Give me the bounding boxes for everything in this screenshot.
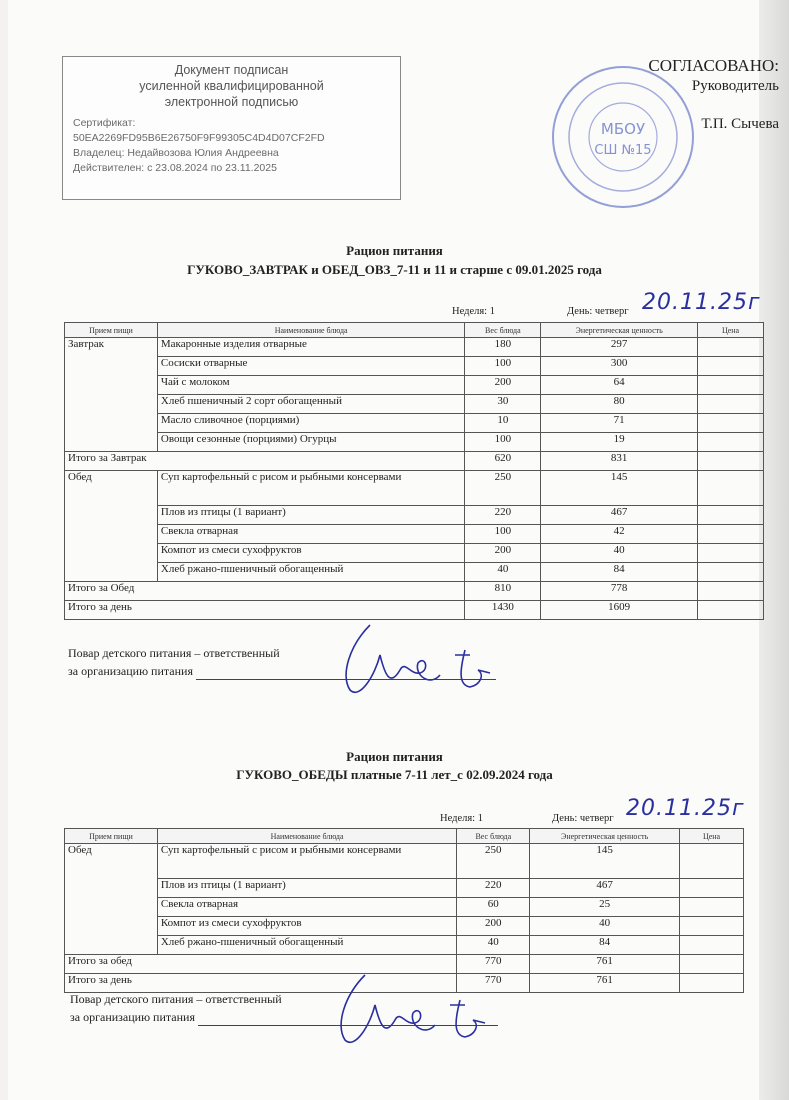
table-row: Свекла отварная 60 25 — [65, 898, 744, 917]
header-energy: Энергетическая ценность — [541, 323, 698, 338]
table-row: Завтрак Макаронные изделия отварные 180 297 — [65, 338, 764, 357]
lunch-total-row: Итого за обед 770 761 — [65, 955, 744, 974]
breakfast-total-row: Итого за Завтрак 620 831 — [65, 452, 764, 471]
cert-valid: Действителен: с 23.08.2024 по 23.11.2025 — [73, 162, 277, 174]
menu1-week: Неделя: 1 — [452, 306, 495, 317]
cert-value: 50EA2269FD95B6E26750F9F99305C4D4D07CF2FD — [73, 132, 325, 144]
stamp-top-text: МБОУ — [600, 120, 646, 138]
cert-owner: Владелец: Недайвозова Юлия Андреевна — [73, 147, 279, 159]
header-dish: Наименование блюда — [157, 323, 465, 338]
approval-block — [551, 56, 779, 134]
menu2-week: Неделя: 1 — [440, 813, 483, 824]
lunch-total-row: Итого за Обед 810 778 — [65, 582, 764, 601]
approval-role: Руководитель — [691, 78, 779, 94]
table-row: Компот из смеси сухофруктов 200 40 — [65, 917, 744, 936]
menu1-header-row — [65, 323, 764, 338]
menu1-table — [64, 322, 764, 620]
menu2-handwritten-date: 20.11.25г — [626, 796, 745, 821]
header-meal: Прием пищи — [65, 323, 158, 338]
table-row: Обед Суп картофельный с рисом и рыбными консервами 250 145 — [65, 844, 744, 879]
menu1-footer: Повар детского питания – ответственный за организацию питания — [68, 644, 496, 680]
menu2-title: Рацион питания — [346, 749, 443, 764]
table-row: Хлеб ржано-пшеничный обогащенный 40 84 — [65, 936, 744, 955]
signature-title: Документ подписан усиленной квалифицированной электронной подписью — [139, 63, 324, 109]
table-row: Свекла отварная 100 42 — [65, 525, 764, 544]
header-weight: Вес блюда — [465, 323, 541, 338]
table-row: Масло сливочное (порциями) 10 71 — [65, 414, 764, 433]
menu2-footer: Повар детского питания – ответственный за организацию питания — [70, 990, 498, 1026]
cert-label: Сертификат: — [73, 117, 136, 129]
header-price: Цена — [698, 323, 764, 338]
table-row: Плов из птицы (1 вариант) 220 467 — [65, 506, 764, 525]
menu2-subtitle: ГУКОВО_ОБЕДЫ платные 7-11 лет_с 02.09.2024 года — [236, 767, 553, 782]
menu1-handwritten-date: 20.11.25г — [642, 290, 761, 315]
stamp-bottom-text: СШ №15 — [594, 143, 652, 158]
table-row: Компот из смеси сухофруктов 200 40 — [65, 544, 764, 563]
table-row: Овощи сезонные (порциями) Огурцы 100 19 — [65, 433, 764, 452]
approval-label: СОГЛАСОВАНО: — [648, 56, 779, 75]
meal-lunch: Обед — [65, 844, 158, 955]
menu1-subtitle: ГУКОВО_ЗАВТРАК и ОБЕД_ОВЗ_7-11 и 11 и старше с 09.01.2025 года — [187, 262, 602, 277]
menu1-day: День: четверг — [567, 306, 629, 317]
table-row: Обед Суп картофельный с рисом и рыбными консервами 250 145 — [65, 471, 764, 506]
approval-name: Т.П. Сычева — [701, 116, 779, 132]
day-total-row: Итого за день 770 761 — [65, 974, 744, 993]
menu1-title: Рацион питания — [346, 243, 443, 258]
signature-details — [63, 116, 400, 176]
cook-signature-1 — [330, 615, 500, 705]
table-row: Чай с молоком 200 64 — [65, 376, 764, 395]
day-total-row: Итого за день 1430 1609 — [65, 601, 764, 620]
meal-breakfast: Завтрак — [65, 338, 158, 452]
table-row: Хлеб ржано-пшеничный обогащенный 40 84 — [65, 563, 764, 582]
electronic-signature-box — [62, 56, 401, 200]
table-row: Сосиски отварные 100 300 — [65, 357, 764, 376]
table-row: Плов из птицы (1 вариант) 220 467 — [65, 879, 744, 898]
meal-lunch: Обед — [65, 471, 158, 582]
table-row: Хлеб пшеничный 2 сорт обогащенный 30 80 — [65, 395, 764, 414]
menu2-header-row: Прием пищи Наименование блюда Вес блюда Энергетическая ценность Цена — [65, 829, 744, 844]
cook-signature-2 — [325, 965, 495, 1055]
menu2-day: День: четверг — [552, 813, 614, 824]
